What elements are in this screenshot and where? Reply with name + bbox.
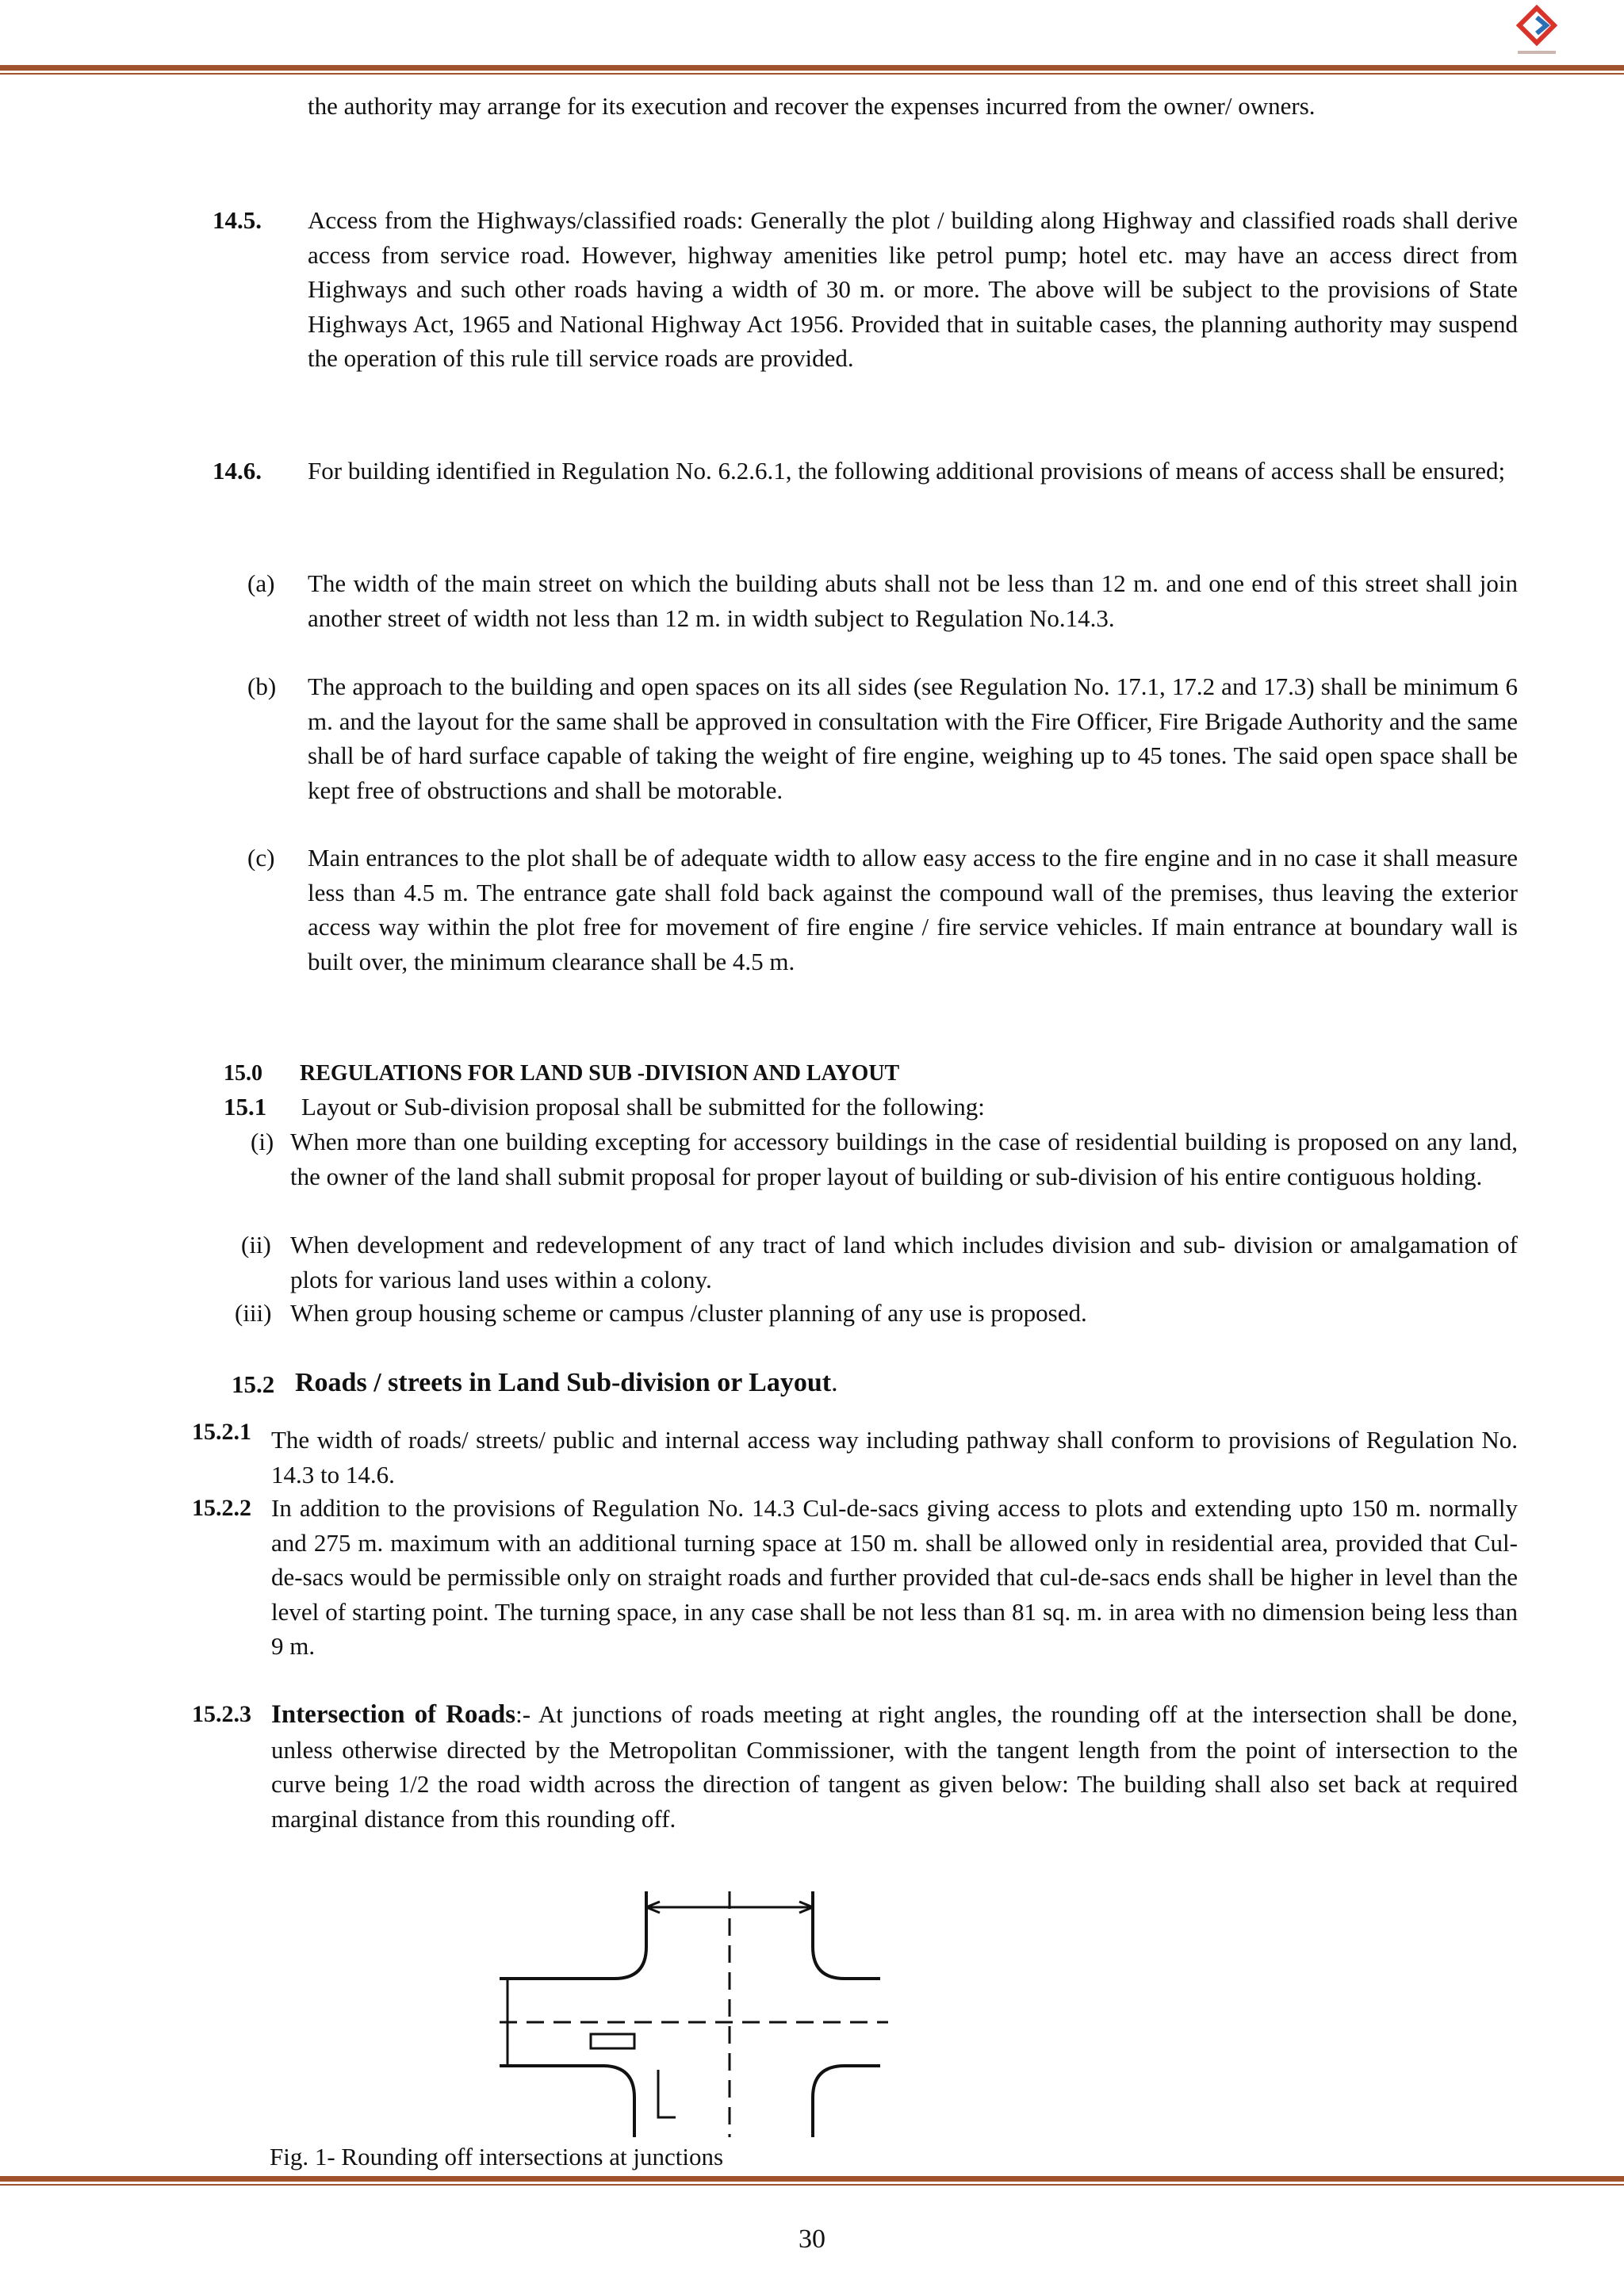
item-ii-label: (ii) <box>241 1231 271 1259</box>
item-c-text: Main entrances to the plot shall be of adequate width to allow easy access to the fire engine and in no case it shall measure less than 4.5 m. The entrance gate shall fold back against the compound wall of the premises, thus leaving the exterior access way within the plot free for movement of fire engine / fire service vehicles. If main entrance at boundary wall is built over, the minimum clearance shall be 4.5 m. <box>308 844 1518 975</box>
header-rule-thick <box>0 65 1624 71</box>
item-b-text: The approach to the building and open spaces on its all sides (see Regulation No. 17.1, 17.2 and 17.3) shall be minimum 6 m. and the layout for the same shall be approved in consultation with the Fire Officer, Fire Brigade Authority and the same shall be of hard surface capable of taking the weight of fire engine, weighing up to 45 tones. The said open space shall be kept free of obstructions and shall be motorable. <box>308 672 1518 804</box>
road-edge-bottom-left <box>500 2066 634 2137</box>
header-rule-thin <box>0 73 1624 75</box>
item-a-label: (a) <box>247 569 275 597</box>
tangent-mark-vertical <box>658 2070 676 2117</box>
section-15-2-3-text <box>271 1697 1518 1836</box>
item-a-text: The width of the main street on which the building abuts shall not be less than 12 m. and one end of this street shall join another street of width not less than 12 m. in width subject to Regulation No.14.3. <box>308 569 1518 632</box>
section-15-2-2-number: 15.2.2 <box>192 1495 251 1521</box>
section-14-5-text: Access from the Highways/classified roads: Generally the plot / building along Highway and classified roads shall derive access from service road. However, highway amenities like petrol pump; hotel etc. may have an access direct from Highways and such other roads having a width of 30 m. or more. The above will be subject to the provisions of State Highways Act, 1965 and National Highway Act 1956. Provided that in suitable cases, the planning authority may suspend the operation of this rule till service roads are provided. <box>308 206 1518 372</box>
item-i-label: (i) <box>251 1128 274 1155</box>
figure-caption: Fig. 1- Rounding off intersections at junctions <box>270 2143 724 2170</box>
section-15-2-2-text: In addition to the provisions of Regulation No. 14.3 Cul-de-sacs giving access to plots and extending upto 150 m. normally and 275 m. maximum with an additional turning space at 150 m. shall be allowed only in residential area, provided that Cul-de-sacs would be permissible only on straight roads and further provided that cul-de-sacs ends shall be higher in level than the level of starting point. The turning space, in any case shall be not less than 81 sq. m. in area with no dimension being less than 9 m. <box>271 1494 1518 1660</box>
item-iii-label: (iii) <box>235 1299 272 1327</box>
section-15-2-number: 15.2 <box>232 1370 275 1398</box>
section-15-2-3-lead: Intersection of Roads <box>271 1700 516 1729</box>
item-ii-text: When development and redevelopment of any tract of land which includes division and sub- division or amalgamation of plots for various land uses within a colony. <box>290 1231 1518 1293</box>
section-15-2-heading <box>295 1366 838 1400</box>
publisher-logo-icon <box>1513 5 1561 60</box>
section-15-0-number: 15.0 <box>224 1061 262 1086</box>
section-15-1-number: 15.1 <box>224 1093 267 1121</box>
footer-rule-thick <box>0 2176 1624 2182</box>
footer-rule-thin <box>0 2184 1624 2186</box>
section-15-2-title-suffix: . <box>831 1368 838 1397</box>
section-15-2-1-number: 15.2.1 <box>192 1419 251 1445</box>
continuation-paragraph: the authority may arrange for its execution and recover the expenses incurred from the owner/ owners. <box>308 92 1316 120</box>
tangent-mark-horizontal <box>591 2034 634 2048</box>
road-edge-top-right <box>813 1891 880 1979</box>
section-15-1-text: Layout or Sub-division proposal shall be submitted for the following: <box>301 1093 985 1121</box>
section-15-2-3-number: 15.2.3 <box>192 1701 251 1727</box>
item-iii-text: When group housing scheme or campus /cluster planning of any use is proposed. <box>290 1299 1087 1327</box>
section-15-2-3-body: :- At junctions of roads meeting at right angles, the rounding off at the intersection shall be done, unless otherwise directed by the Metropolitan Commissioner, with the tangent length from the point of intersection to the curve being 1/2 the road width across the direction of tangent as given below: The building shall also set back at required marginal distance from this rounding off. <box>271 1700 1518 1833</box>
intersection-diagram <box>492 1879 904 2141</box>
section-15-0-title: REGULATIONS FOR LAND SUB -DIVISION AND LAYOUT <box>300 1061 900 1086</box>
section-14-6-text: For building identified in Regulation No. 6.2.6.1, the following additional provisions of means of access shall be ensured; <box>308 457 1506 485</box>
item-c-label: (c) <box>247 844 275 872</box>
item-i-text: When more than one building excepting for accessory buildings in the case of residential building is proposed on any land, the owner of the land shall submit proposal for proper layout of building or sub-division of his entire contiguous holding. <box>290 1128 1518 1190</box>
section-15-2-1-text: The width of roads/ streets/ public and internal access way including pathway shall conform to provisions of Regulation No. 14.3 to 14.6. <box>271 1426 1518 1488</box>
page-number: 30 <box>799 2224 825 2254</box>
road-edge-bottom-right <box>813 2066 880 2137</box>
road-edge-top-left <box>500 1891 646 1979</box>
section-14-6-number: 14.6. <box>213 457 262 485</box>
item-b-label: (b) <box>247 672 277 700</box>
section-14-5-number: 14.5. <box>213 206 262 234</box>
section-15-2-title: Roads / streets in Land Sub-division or Layout <box>295 1368 832 1397</box>
